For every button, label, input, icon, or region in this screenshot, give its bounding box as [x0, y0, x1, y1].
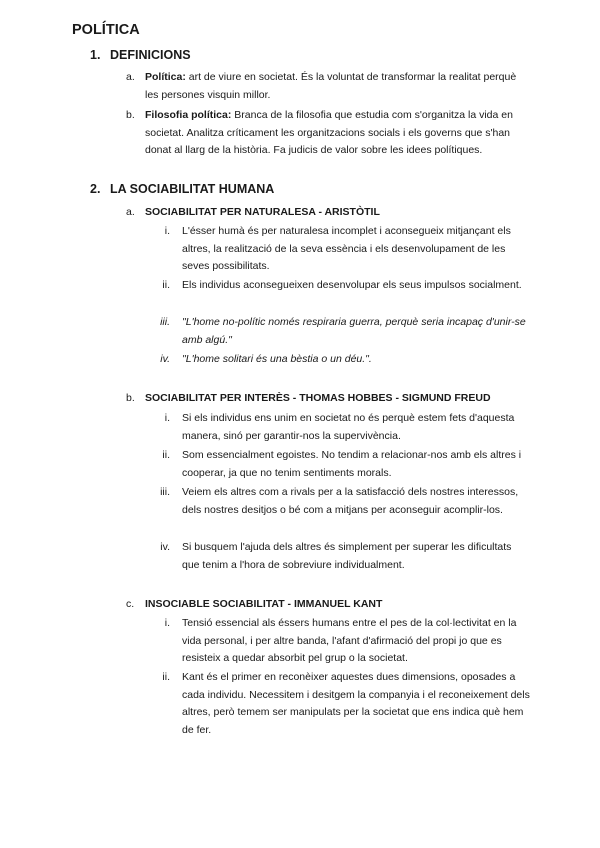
list-marker: a. — [126, 71, 135, 83]
list-item — [146, 277, 530, 295]
list-marker: ii. — [162, 279, 170, 291]
list-item-text: Si els individus ens unim en societat no és perquè estem fets d'aquesta manera, sinó per garantir-nos la supervivència. — [182, 412, 515, 442]
list-marker: ii. — [162, 671, 170, 683]
definition-text: Branca de la filosofia que estudia com s'organitza la vida en societat. Analitza críticament les organitzacions socials i els governs que s'han donat al llarg de la història. Fa judicis de valor sobre les idees polítiques. — [145, 109, 513, 156]
section-heading-definicions — [90, 48, 191, 62]
list-marker: i. — [164, 412, 170, 424]
list-item-text: Tensió essencial als éssers humans entre el pes de la col·lectivitat en la vida personal, i per altre banda, l'afant d'afirmació del propi jo que es resisteix a quedar absorbit pel grup o la societat. — [182, 617, 517, 664]
subsection-title: SOCIABILITAT PER NATURALESA - ARISTÒTIL — [145, 206, 380, 218]
list-item-text: L'ésser humà és per naturalesa incomplet i aconsegueix mitjançant els altres, la realització de la seva essència i els desenvolupament de les seves possibilitats. — [182, 225, 511, 272]
subsection-heading-kant — [126, 596, 382, 614]
list-marker: iii. — [160, 486, 170, 498]
definition-item-politica — [126, 69, 530, 104]
section-number: 1. — [90, 48, 101, 62]
list-item — [146, 484, 530, 519]
list-marker: i. — [164, 617, 170, 629]
section-heading-sociabilitat-humana — [90, 182, 274, 196]
subsection-title: INSOCIABLE SOCIABILITAT - IMMANUEL KANT — [145, 598, 383, 610]
list-item-text: Som essencialment egoistes. No tendim a relacionar-nos amb els altres i cooperar, ja que no tenim sentiments morals. — [182, 449, 522, 479]
definition-text: art de viure en societat. És la voluntat de transformar la realitat perquè les persones visquin millor. — [145, 71, 517, 101]
list-item — [146, 669, 530, 739]
list-marker: c. — [126, 598, 135, 610]
list-marker: iii. — [160, 316, 170, 328]
list-item — [146, 447, 530, 482]
list-item — [146, 539, 530, 574]
list-marker: b. — [126, 109, 135, 121]
list-item-text: Els individus aconsegueixen desenvolupar els seus impulsos socialment. — [182, 279, 522, 291]
list-marker: b. — [126, 392, 135, 404]
quote-item — [146, 314, 530, 349]
section-title: DEFINICIONS — [110, 48, 191, 62]
quote-text: "L'home no-polític només respiraria guerra, perquè seria incapaç d'unir-se amb algú." — [182, 316, 526, 346]
list-item-text: Si busquem l'ajuda dels altres és simplement per superar les dificultats que tenim a l'hora de sobreviure individualment. — [182, 541, 512, 571]
document-title: POLÍTICA — [72, 22, 140, 38]
list-item — [146, 615, 530, 668]
definition-term: Política: — [145, 71, 186, 83]
section-title: LA SOCIABILITAT HUMANA — [110, 182, 275, 196]
list-marker: ii. — [162, 449, 170, 461]
list-marker: a. — [126, 206, 135, 218]
section-number: 2. — [90, 182, 101, 196]
subsection-title: SOCIABILITAT PER INTERÈS - THOMAS HOBBES - SIGMUND FREUD — [145, 392, 491, 404]
quote-text: "L'home solitari és una bèstia o un déu.". — [182, 353, 372, 365]
subsection-heading-hobbes-freud — [126, 390, 491, 408]
list-marker: iv. — [160, 541, 170, 553]
list-marker: i. — [164, 225, 170, 237]
list-item-text: Veiem els altres com a rivals per a la satisfacció dels nostres interessos, dels nostres desitjos o bé com a mitjans per aconseguir acomplir-los. — [182, 486, 519, 516]
list-item — [146, 410, 530, 445]
quote-item — [146, 351, 530, 369]
subsection-heading-aristotil — [126, 204, 380, 222]
definition-item-filosofia-politica — [126, 107, 530, 160]
definition-term: Filosofia política: — [145, 109, 232, 121]
list-item-text: Kant és el primer en reconèixer aquestes dues dimensions, oposades a cada individu. Necessitem i desitgem la companyia i el reconeixement dels altres, però temem ser manipulats per la societat que ens indica què hem de fer. — [182, 671, 530, 736]
list-item — [146, 223, 530, 276]
list-marker: iv. — [160, 353, 170, 365]
